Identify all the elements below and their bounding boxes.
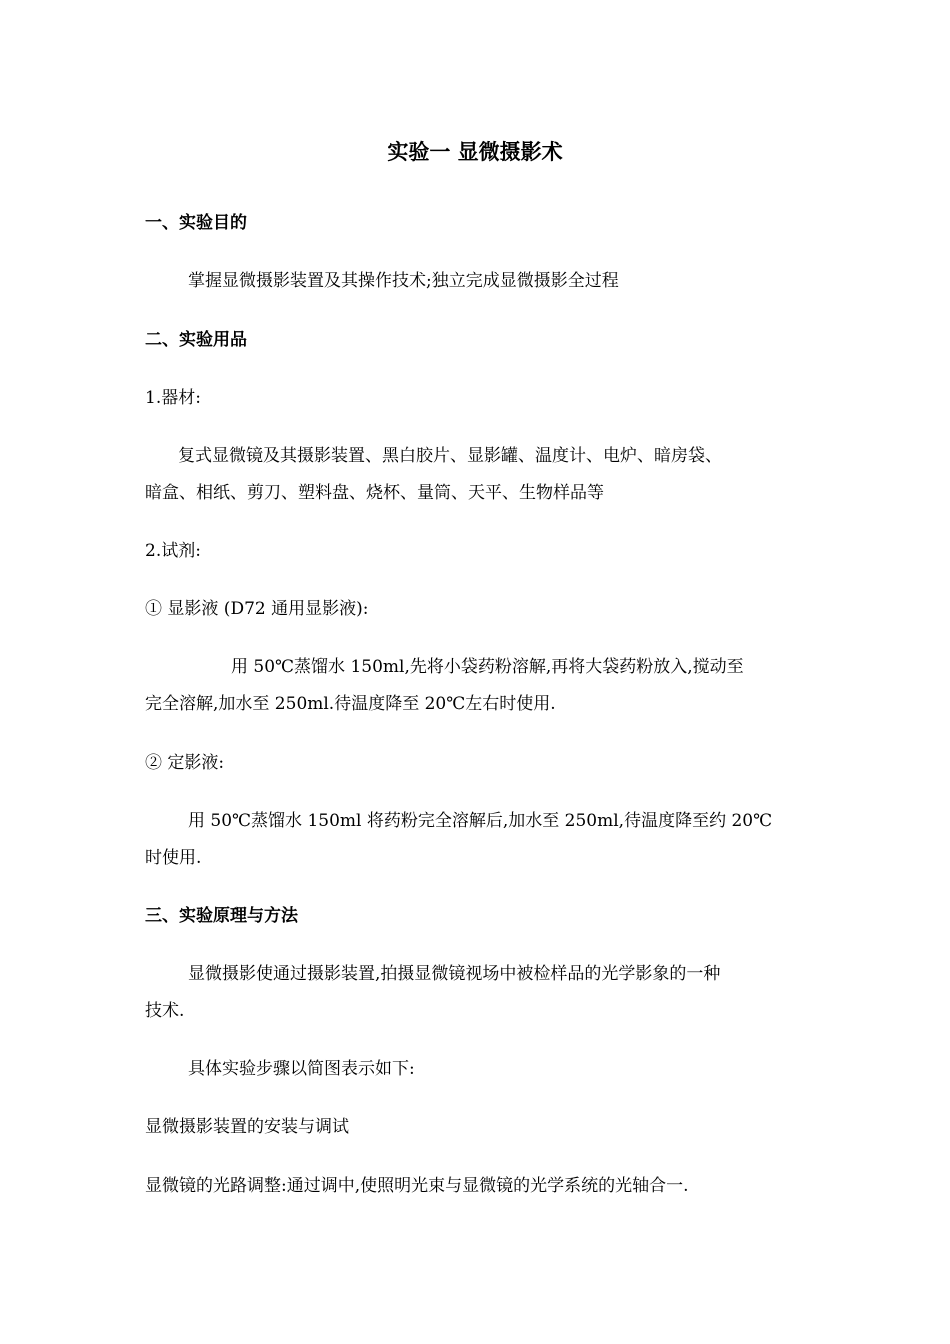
purpose-text: 掌握显微摄影装置及其操作技术;独立完成显微摄影全过程 bbox=[188, 271, 619, 291]
reagents-label: 2.试剂: bbox=[145, 541, 201, 561]
section-heading-purpose: 一、实验目的 bbox=[145, 213, 247, 233]
steps-intro: 具体实验步骤以简图表示如下: bbox=[188, 1059, 415, 1079]
document-title: 实验一 显微摄影术 bbox=[387, 140, 563, 164]
principle-text-line1: 显微摄影使通过摄影装置,拍摄显微镜视场中被检样品的光学影象的一种 bbox=[188, 964, 721, 984]
principle-text-line2: 技术. bbox=[145, 1001, 185, 1021]
equipment-text-line1: 复式显微镜及其摄影装置、黑白胶片、显影罐、温度计、电炉、暗房袋、 bbox=[178, 446, 722, 466]
fixer-text-line2: 时使用. bbox=[145, 848, 202, 868]
step-light-path: 显微镜的光路调整:通过调中,使照明光束与显微镜的光学系统的光轴合一. bbox=[145, 1176, 689, 1196]
developer-text-line2: 完全溶解,加水至 250ml.待温度降至 20℃左右时使用. bbox=[145, 694, 556, 714]
step-install: 显微摄影装置的安装与调试 bbox=[145, 1117, 349, 1137]
developer-label: ① 显影液 (D72 通用显影液): bbox=[145, 599, 369, 619]
developer-text-line1: 用 50℃蒸馏水 150ml,先将小袋药粉溶解,再将大袋药粉放入,搅动至 bbox=[231, 657, 744, 677]
section-heading-principle: 三、实验原理与方法 bbox=[145, 906, 298, 926]
equipment-text-line2: 暗盒、相纸、剪刀、塑料盘、烧杯、量筒、天平、生物样品等 bbox=[145, 483, 604, 503]
section-heading-materials: 二、实验用品 bbox=[145, 330, 247, 350]
fixer-text-line1: 用 50℃蒸馏水 150ml 将药粉完全溶解后,加水至 250ml,待温度降至约 20℃ bbox=[188, 811, 773, 831]
equipment-label: 1.器材: bbox=[145, 388, 201, 408]
fixer-label: ② 定影液: bbox=[145, 753, 225, 773]
